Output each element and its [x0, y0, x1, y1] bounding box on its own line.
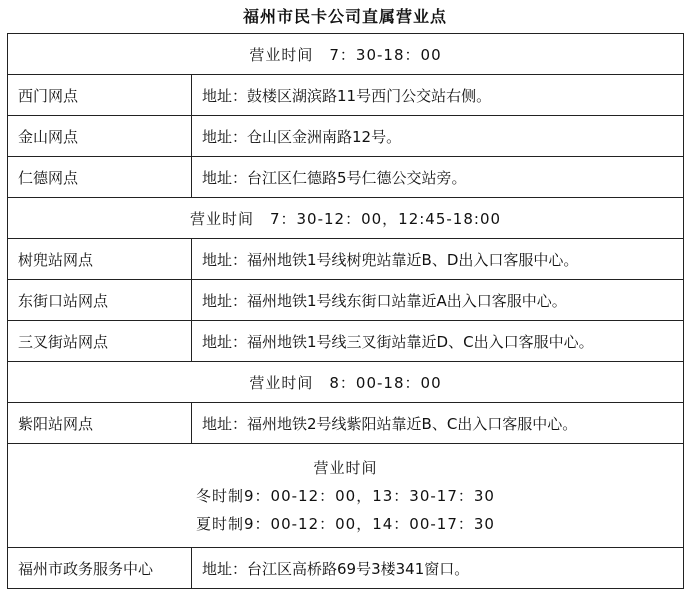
table-row	[8, 157, 684, 198]
table-row	[8, 116, 684, 157]
point-address: 地址：福州地铁1号线树兜站靠近B、D出入口客服中心。	[192, 239, 684, 280]
point-name: 福州市政务服务中心	[8, 548, 192, 589]
hours-row	[8, 34, 684, 75]
summer-hours: 夏时制9：00-12：00，14：00-17：30	[196, 514, 495, 533]
point-name: 西门网点	[8, 75, 192, 116]
point-name: 树兜站网点	[8, 239, 192, 280]
point-name: 仁德网点	[8, 157, 192, 198]
hours-row	[8, 444, 684, 548]
hours-title: 营业时间	[313, 458, 378, 477]
table-row	[8, 548, 684, 589]
point-address: 地址：福州地铁2号线紫阳站靠近B、C出入口客服中心。	[192, 403, 684, 444]
point-address: 地址：仓山区金洲南路12号。	[192, 116, 684, 157]
table-row	[8, 239, 684, 280]
hours-cell: 营业时间 7：30-12：00，12:45-18:00	[8, 198, 684, 239]
point-name: 紫阳站网点	[8, 403, 192, 444]
table-row	[8, 75, 684, 116]
table-row	[8, 403, 684, 444]
point-address: 地址：鼓楼区湖滨路11号西门公交站右侧。	[192, 75, 684, 116]
point-name: 三叉街站网点	[8, 321, 192, 362]
point-name: 金山网点	[8, 116, 192, 157]
page-title: 福州市民卡公司直属营业点	[242, 7, 447, 26]
point-address: 地址：台江区仁德路5号仁德公交站旁。	[192, 157, 684, 198]
point-name: 东街口站网点	[8, 280, 192, 321]
hours-cell	[8, 444, 684, 548]
point-address: 地址：福州地铁1号线三叉街站靠近D、C出入口客服中心。	[192, 321, 684, 362]
hours-cell: 营业时间 7：30-18：00	[8, 34, 684, 75]
hours-row	[8, 362, 684, 403]
point-address: 地址：台江区高桥路69号3楼341窗口。	[192, 548, 684, 589]
winter-hours: 冬时制9：00-12：00，13：30-17：30	[196, 486, 495, 505]
service-points-table	[7, 33, 684, 589]
table-row	[8, 280, 684, 321]
hours-row	[8, 198, 684, 239]
table-row	[8, 321, 684, 362]
point-address: 地址：福州地铁1号线东街口站靠近A出入口客服中心。	[192, 280, 684, 321]
hours-cell: 营业时间 8：00-18：00	[8, 362, 684, 403]
